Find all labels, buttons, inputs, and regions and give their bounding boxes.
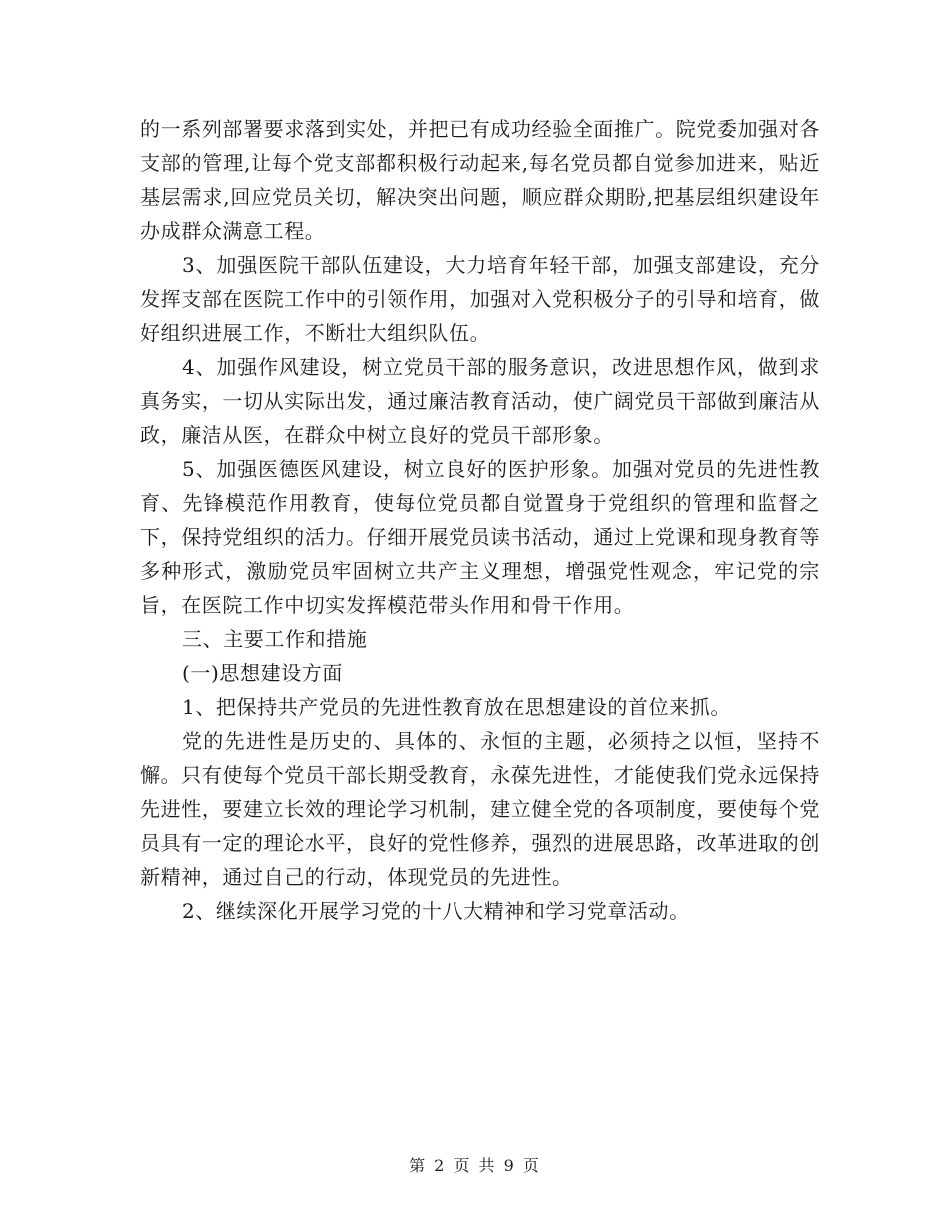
paragraph-9: 2、继续深化开展学习党的十八大精神和学习党章活动。 [182,899,690,923]
page-number-footer: 第 2 页 共 9 页 [409,1156,541,1175]
section-heading: 三、主要工作和措施 [182,627,368,651]
paragraph-1: 的一系列部署要求落到实处，并把已有成功经验全面推广。院党委加强对各支部的管理,让每个党支部都积极行动起来,每名党员都自觉参加进来，贴近基层需求,回应党员关切，解决突出问题，顺应群众期盼,把基层组织建设年办成群众满意工程。 [140,117,820,243]
paragraph-7: 1、把保持共产党员的先进性教育放在思想建设的首位来抓。 [182,695,731,719]
subsection-heading: (一)思想建设方面 [182,661,344,685]
paragraph-2: 3、加强医院干部队伍建设，大力培育年轻干部，加强支部建设，充分发挥支部在医院工作中的引领作用，加强对入党积极分子的引导和培育，做好组织进展工作，不断壮大组织队伍。 [140,253,820,345]
paragraph-4: 5、加强医德医风建设，树立良好的医护形象。加强对党员的先进性教育、先锋模范作用教育，使每位党员都自觉置身于党组织的管理和监督之下，保持党组织的活力。仔细开展党员读书活动，通过上党课和现身教育等多种形式，激励党员牢固树立共产主义理想，增强党性观念，牢记党的宗旨，在医院工作中切实发挥模范带头作用和骨干作用。 [140,457,820,617]
document-body [140,112,820,928]
paragraph-8: 党的先进性是历史的、具体的、永恒的主题，必须持之以恒，坚持不懈。只有使每个党员干部长期受教育，永葆先进性，才能使我们党永远保持先进性，要建立长效的理论学习机制，建立健全党的各项制度，要使每个党员具有一定的理论水平，良好的党性修养，强烈的进展思路，改革进取的创新精神，通过自己的行动，体现党员的先进性。 [140,729,820,889]
paragraph-3: 4、加强作风建设，树立党员干部的服务意识，改进思想作风，做到求真务实，一切从实际出发，通过廉洁教育活动，使广阔党员干部做到廉洁从政，廉洁从医，在群众中树立良好的党员干部形象。 [140,355,820,447]
